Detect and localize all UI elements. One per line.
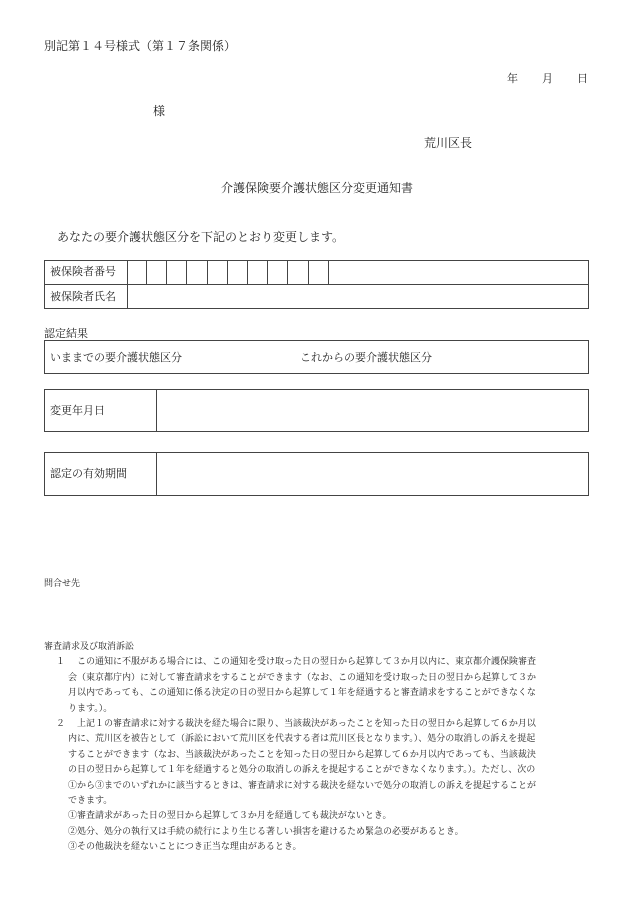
notes-item-line: できます。: [68, 796, 113, 807]
form-number: 別記第１４号様式（第１７条関係）: [44, 39, 237, 53]
date-day-label: 日: [577, 72, 588, 85]
insured-number-digit-cell[interactable]: [228, 260, 248, 284]
notes-heading: 審査請求及び取消訴訟: [44, 642, 135, 652]
new-care-level-label: これからの要介護状態区分: [300, 351, 432, 364]
result-heading: 認定結果: [44, 327, 88, 340]
document-title: 介護保険要介護状態区分変更通知書: [221, 181, 414, 195]
notes-item-number: １: [56, 657, 66, 668]
insured-number-digit-cell[interactable]: [309, 260, 329, 284]
insured-number-digit-cell[interactable]: [268, 260, 288, 284]
notes-item: [44, 655, 596, 717]
insured-name-field[interactable]: [128, 285, 588, 308]
change-date-field[interactable]: [157, 390, 588, 431]
notes-item-number: ２: [56, 719, 66, 730]
notes-item: [44, 717, 596, 856]
validity-period-label: 認定の有効期間: [50, 467, 127, 480]
insured-number-digit-cell[interactable]: [248, 260, 268, 284]
appeal-notes: [44, 640, 596, 856]
notes-item-line: 上記１の審査請求に対する裁決を経た場合に限り、当該裁決があったことを知った日の翌日から起算して６か月以: [77, 719, 536, 730]
notes-item-line: ②処分、処分の執行又は手続の続行により生じる著しい損害を避けるため緊急の必要があるとき。: [68, 826, 464, 837]
previous-care-level-label: いままでの要介護状態区分: [50, 351, 182, 364]
insured-number-digit-cell[interactable]: [127, 260, 147, 284]
issuer-name: 荒川区長: [424, 136, 473, 150]
insured-number-digit-cell[interactable]: [208, 260, 228, 284]
insured-number-label: 被保険者番号: [50, 265, 116, 278]
notes-item-line: この通知に不服がある場合には、この通知を受け取った日の翌日から起算して３か月以内に、東京都介護保険審査: [77, 657, 537, 668]
intro-text: あなたの要介護状態区分を下記のとおり変更します。: [57, 230, 345, 244]
change-date-label: 変更年月日: [50, 404, 105, 417]
date-year-label: 年: [507, 72, 518, 85]
notes-item-line: の日の翌日から起算して１年を経過すると処分の取消しの訴えを提起することができなくなります。）。ただし、次の: [68, 765, 536, 776]
notes-item-line: 会（東京都庁内）に対して審査請求をすることができます（なお、この通知を受け取った日の翌日から起算して３か: [68, 672, 537, 683]
notes-item-line: ③その他裁決を経ないことにつき正当な理由があるとき。: [68, 842, 302, 853]
insured-name-label: 被保険者氏名: [50, 290, 116, 303]
contact-label: 問合せ先: [44, 579, 81, 589]
recipient-suffix: 様: [153, 104, 166, 118]
notes-item-line: 内に、荒川区を被告として（訴訟において荒川区を代表する者は荒川区長となります。）、処分の取消しの訴えを提起: [68, 734, 536, 745]
insured-number-digit-cell[interactable]: [289, 260, 309, 284]
insured-number-digit-cell[interactable]: [188, 260, 208, 284]
insured-number-digit-cell[interactable]: [167, 260, 187, 284]
notes-item-line: 月以内であっても、この通知に係る決定の日の翌日から起算して１年を経過すると審査請求をすることができなくな: [68, 688, 536, 699]
notes-items: [44, 655, 596, 855]
insured-number-digit-cell[interactable]: [147, 260, 167, 284]
notes-item-line: することができます（なお、当該裁決があったことを知った日の翌日から起算して６か月以内であっても、当該裁決: [68, 749, 536, 760]
date-month-label: 月: [542, 72, 553, 85]
notes-item-line: ります。）。: [68, 703, 113, 714]
validity-period-field[interactable]: [157, 453, 588, 495]
notes-item-line: ①から③までのいずれかに該当するときは、審査請求に対する裁決を経ないで処分の取消しの訴えを提起することが: [68, 780, 537, 791]
notes-item-line: ①審査請求があった日の翌日から起算して３か月を経過しても裁決がないとき。: [68, 811, 392, 822]
